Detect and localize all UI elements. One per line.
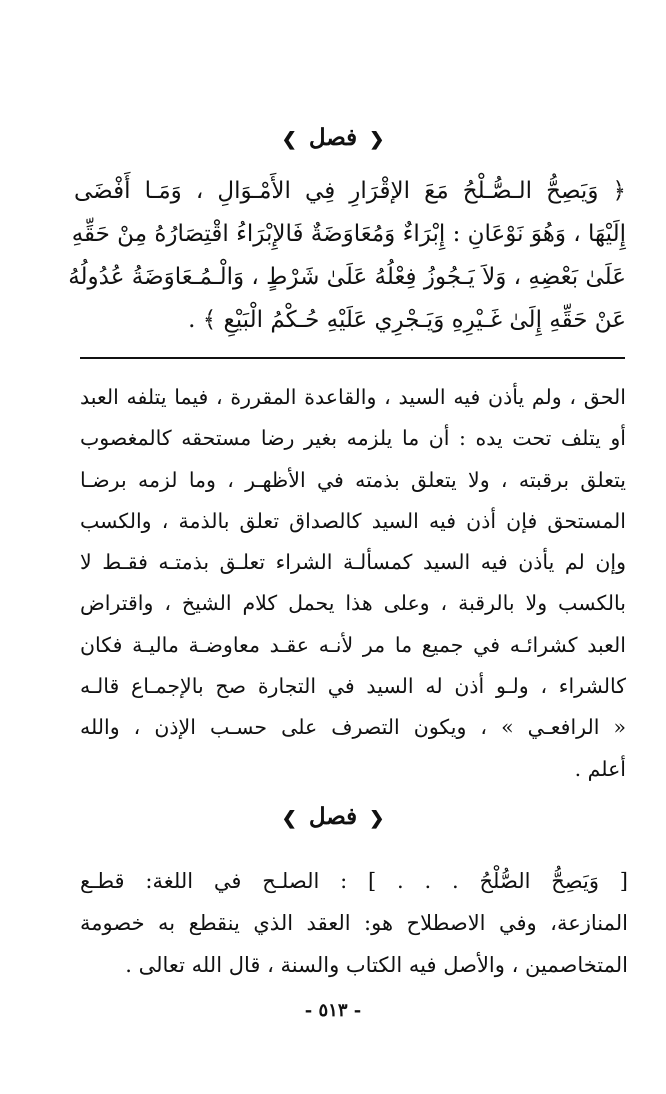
- section-heading-title: فصل: [308, 124, 358, 151]
- commentary-line: أو يتلف تحت يده : أن ما يلزمه بغير رضا مستحقه كالمغصوب: [80, 426, 626, 451]
- section2-line: المتخاصمين ، والأصل فيه الكتاب والسنة ، قال الله تعالى .: [125, 953, 628, 977]
- section2-text-block: [80, 860, 628, 986]
- section2-line: المنازعة، وفي الاصطلاح هو: العقد الذي ينقطع به خصومة: [80, 911, 628, 935]
- matn-line: عَلَىٰ بَعْضِهِ ، وَلاَ يَـجُوزُ فِعْلُهُ عَلَىٰ شَرْطٍ ، وَالْـمُـعَاوَضَةُ عُدُولُهُ: [68, 264, 626, 290]
- commentary-line: وإن لم يأذن فيه السيد كمسألـة الشراء تعلـق بذمتـه فقـط لا: [80, 550, 626, 575]
- ornament-right-icon: ❮: [369, 129, 385, 150]
- commentary-line: يتعلق برقبته ، ولا يتعلق بذمته في الأظهـر ، وما لزمه برضـا: [80, 467, 626, 492]
- ornament-right-icon: ❮: [369, 808, 385, 829]
- matn-line: عَنْ حَقِّهِ إِلَىٰ غَـيْرِهِ وَيَـجْرِي عَلَيْهِ حُـكْمُ الْبَيْعِ ﴾ .: [188, 307, 626, 333]
- section-heading-title: فصل: [308, 803, 358, 830]
- commentary-line: المستحق فإن أذن فيه السيد كالصداق تعلق بالذمة ، والكسب: [80, 508, 626, 533]
- matn-line: ﴿ وَيَصِحُّ الـصُّـلْحُ مَعَ الإقْرَارِ فِي الأَمْـوَالِ ، وَمَـا أَفْضَى: [74, 178, 626, 204]
- section-heading-bottom: [0, 803, 666, 830]
- commentary-line: أعلم .: [574, 756, 626, 781]
- commentary-line: « الرافعـي » ، ويكون التصرف على حسـب الإذن ، والله: [80, 715, 626, 740]
- commentary-line: كالشراء ، ولـو أذن له السيد في التجارة صح بالإجمـاع قالـه: [80, 674, 626, 699]
- commentary-text-block: [80, 377, 626, 790]
- section2-line: [ وَيَصِحُّ الصُّلْحُ . . . ] : الصلـح في اللغة: قطـع: [80, 869, 628, 893]
- matn-text-block: [68, 170, 626, 342]
- commentary-line: بالكسب ولا بالرقبة ، وعلى هذا يحمل كلام الشيخ ، واقتراض: [80, 591, 626, 616]
- matn-line: إِلَيْهَا ، وَهُوَ نَوْعَانِ : إِبْرَاءٌ وَمُعَاوَضَةٌ فَالإِبْرَاءُ اقْتِصَارُهُ مِنْ حَقِّهِ: [71, 221, 626, 247]
- ornament-left-icon: ❯: [281, 808, 297, 829]
- commentary-line: الحق ، ولم يأذن فيه السيد ، والقاعدة المقررة ، فيما يتلفه العبد: [80, 385, 626, 409]
- separator-rule: [80, 357, 625, 359]
- ornament-left-icon: ❯: [281, 129, 297, 150]
- section-heading-top: [0, 124, 666, 151]
- commentary-line: العبد كشرائـه في جميع ما مر لأنـه عقـد معاوضـة ماليـة فكان: [80, 632, 626, 657]
- page-number: - ٥١٣ -: [304, 1000, 362, 1021]
